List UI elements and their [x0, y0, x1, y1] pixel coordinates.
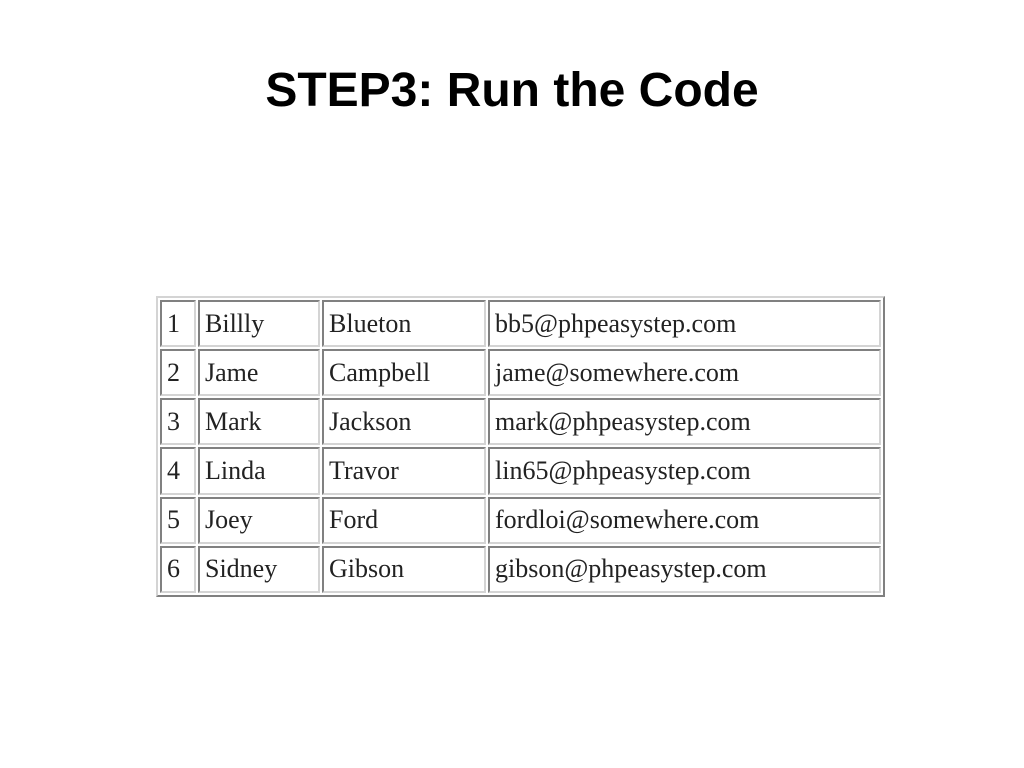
table-row [160, 546, 881, 593]
cell-last-name: Gibson [322, 546, 486, 593]
table-container [156, 296, 885, 597]
table-row [160, 447, 881, 494]
cell-first-name: Linda [198, 447, 320, 494]
table-row [160, 497, 881, 544]
table-row [160, 398, 881, 445]
slide-title: STEP3: Run the Code [265, 64, 759, 117]
cell-first-name: Jame [198, 349, 320, 396]
cell-email: bb5@phpeasystep.com [488, 300, 881, 347]
cell-last-name: Campbell [322, 349, 486, 396]
cell-email: mark@phpeasystep.com [488, 398, 881, 445]
cell-email: fordloi@somewhere.com [488, 497, 881, 544]
cell-id: 1 [160, 300, 196, 347]
cell-last-name: Jackson [322, 398, 486, 445]
cell-email: lin65@phpeasystep.com [488, 447, 881, 494]
cell-id: 4 [160, 447, 196, 494]
cell-email: gibson@phpeasystep.com [488, 546, 881, 593]
cell-first-name: Sidney [198, 546, 320, 593]
table-row [160, 300, 881, 347]
cell-last-name: Travor [322, 447, 486, 494]
cell-id: 6 [160, 546, 196, 593]
cell-last-name: Ford [322, 497, 486, 544]
cell-first-name: Mark [198, 398, 320, 445]
cell-first-name: Joey [198, 497, 320, 544]
cell-id: 5 [160, 497, 196, 544]
cell-id: 3 [160, 398, 196, 445]
cell-id: 2 [160, 349, 196, 396]
cell-email: jame@somewhere.com [488, 349, 881, 396]
cell-last-name: Blueton [322, 300, 486, 347]
table-row [160, 349, 881, 396]
data-table [156, 296, 885, 597]
cell-first-name: Billly [198, 300, 320, 347]
